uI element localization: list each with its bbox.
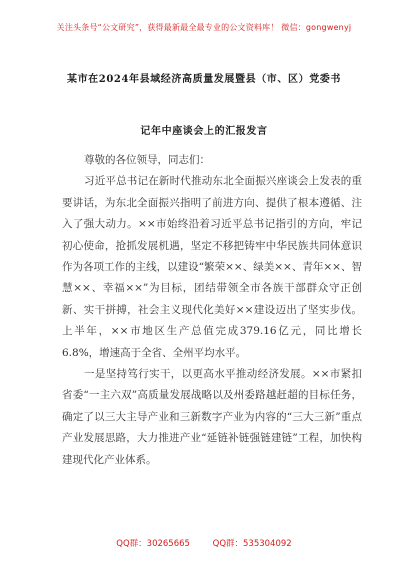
qq-group-1: QQ群：30265665 <box>116 539 190 549</box>
paragraph-point-one: 一是坚持笃行实干，以更高水平推动经济发展。××市紧扣省委“一主六双”高质量发展战略以及州委路越赶超的目标任务，确定了以三大主导产业和三新数字产业为内容的“三大三新”重点产业发展思路，大力推进产业“延链补链强链建链”工程，加快构建现代化产业体系。 <box>62 368 362 466</box>
document-body <box>62 150 362 471</box>
document-title-line-2: 记年中座谈会上的汇报发言 <box>140 126 268 137</box>
document-title-line-1: 某市在2024年县域经济高质量发展暨县（市、区）党委书 <box>66 74 342 85</box>
qq-group-2: QQ群：535304092 <box>212 539 292 549</box>
promo-banner: 关注头条号“公文研究”，获得最新最全最专业的公文资料库！ 微信：gongwenyj <box>56 23 352 32</box>
salutation: 尊敬的各位领导，同志们： <box>84 154 210 166</box>
footer-qq-groups <box>0 537 408 549</box>
paragraph-intro: 习近平总书记在新时代推动东北全面振兴座谈会上发表的重要讲话，为东北全面振兴指明了前进方向、提供了根本遵循、注入了强大动力。××市始终沿着习近平总书记指引的方向，牢记初心使命，抢抓发展机遇，坚定不移把铸牢中华民族共同体意识作为各项工作的主线，以建设“繁荣××、绿美××、青年××、智慧××、幸福××”为目标，团结带领全市各族干部群众守正创新、实干拼搏，社会主义现代化美好××建设迈出了坚实步伐。上半年，××市地区生产总值完成379.16亿元，同比增长6.8%，增速高于全省、全州平均水平。 <box>62 175 362 359</box>
